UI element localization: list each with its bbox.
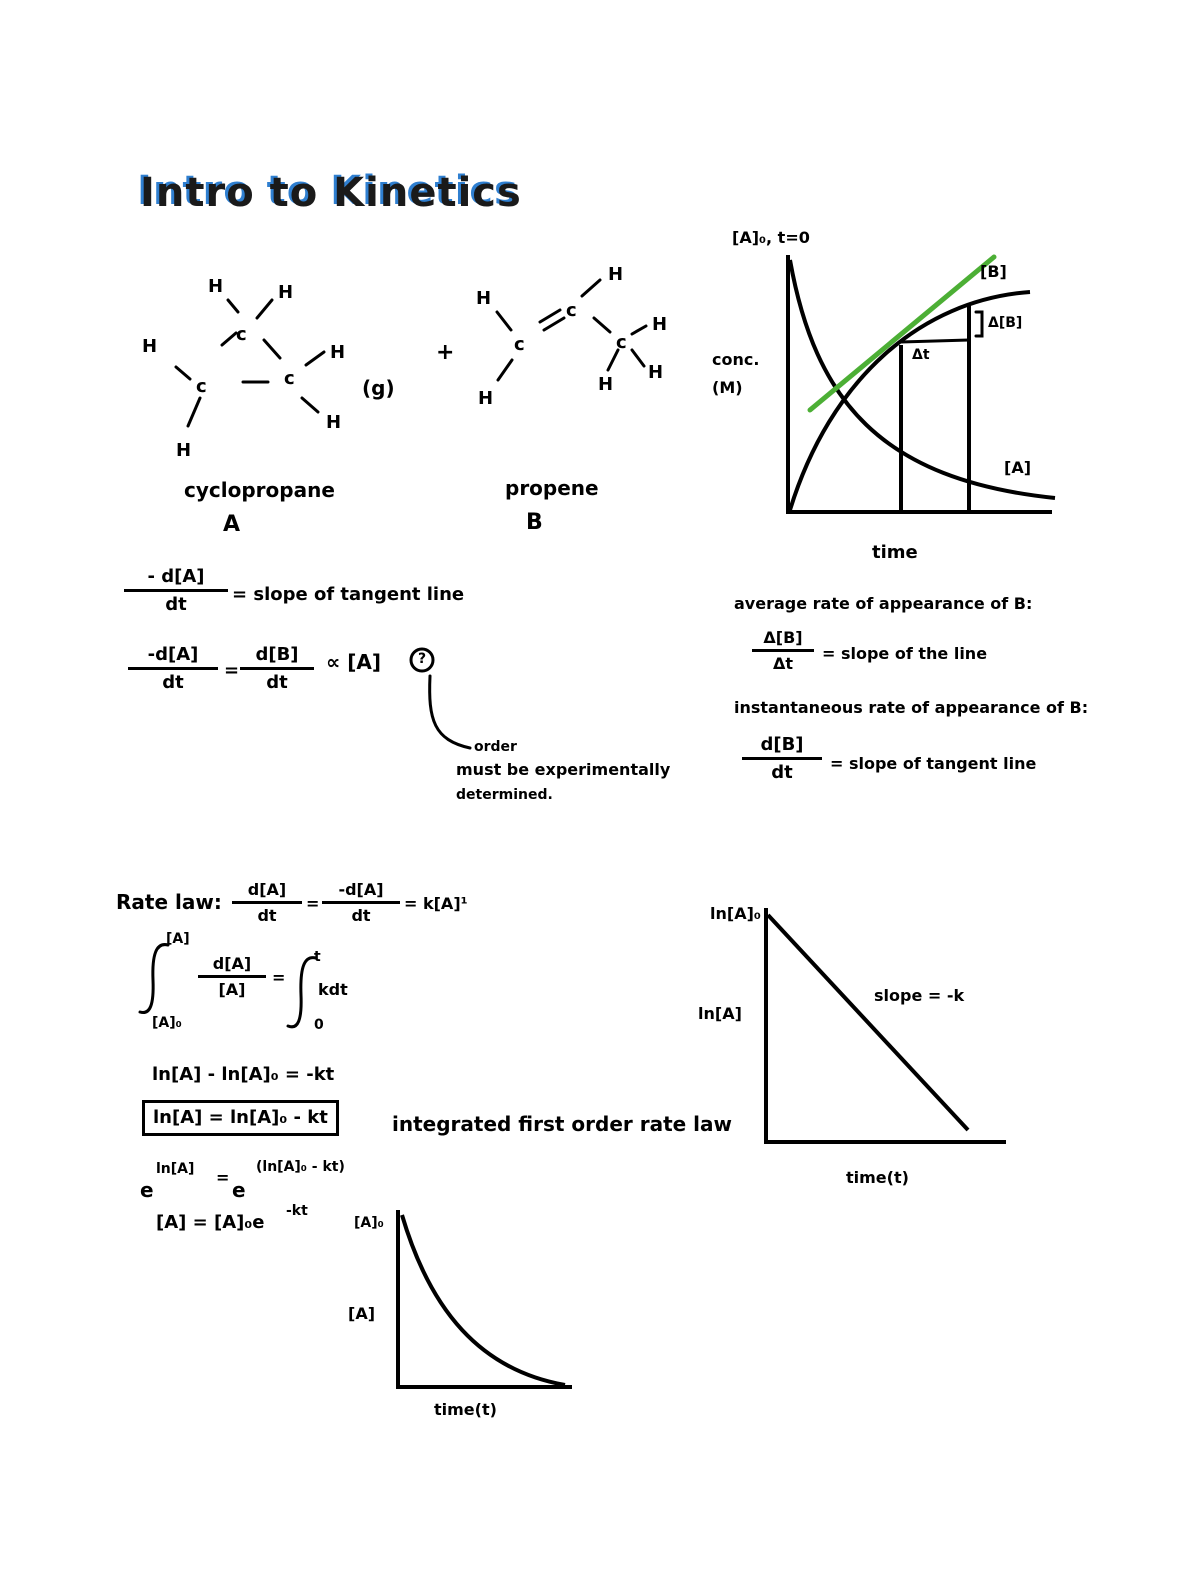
bond xyxy=(302,398,318,412)
slope-label: slope = -k xyxy=(874,986,965,1005)
bond xyxy=(632,326,646,334)
exp-base: e xyxy=(232,1178,246,1202)
fraction-denominator: dt xyxy=(266,672,288,693)
equals-sign: = xyxy=(272,968,286,987)
graph3-y-label: [A] xyxy=(348,1304,376,1323)
atom-h: H xyxy=(176,440,192,461)
atom-c: c xyxy=(514,334,525,355)
atom-h: H xyxy=(478,388,494,409)
bond xyxy=(264,340,280,358)
integrand: kdt xyxy=(318,980,348,999)
plus-sign: + xyxy=(436,340,455,365)
integral-upper-limit: t xyxy=(314,949,321,965)
fraction-denominator: [A] xyxy=(218,980,246,999)
atom-c: c xyxy=(284,368,295,389)
product-name: propene xyxy=(505,476,599,500)
delta-t-line xyxy=(901,340,969,342)
integrated-rate-law-box: ln[A] = ln[A]₀ - kt xyxy=(142,1100,339,1136)
bond xyxy=(188,398,200,426)
equals-sign: = xyxy=(306,894,320,913)
graph3-x-label: time(t) xyxy=(434,1400,497,1419)
atom-c: c xyxy=(196,376,207,397)
ln-a-line xyxy=(768,915,968,1130)
double-bond xyxy=(540,310,560,322)
bond xyxy=(594,318,610,332)
graph1-y-label: (M) xyxy=(712,378,743,397)
fraction-numerator: -d[A] xyxy=(322,880,400,904)
fraction-denominator: dt xyxy=(162,672,184,693)
fraction-denominator: Δt xyxy=(772,654,794,673)
atom-h: H xyxy=(326,412,342,433)
fraction-numerator: d[B] xyxy=(240,644,314,670)
atom-h: H xyxy=(598,374,614,395)
atom-h: H xyxy=(652,314,668,335)
instant-rate-rhs: = slope of tangent line xyxy=(830,754,1037,773)
propene-structure xyxy=(497,280,646,380)
atom-h: H xyxy=(142,336,158,357)
double-bond xyxy=(544,318,564,330)
reactant-name: cyclopropane xyxy=(184,478,335,502)
delta-t-label: Δt xyxy=(912,347,930,363)
graph1-x-label: time xyxy=(872,542,918,563)
atom-h: H xyxy=(476,288,492,309)
graph2-axes xyxy=(766,908,1006,1142)
tangent-fraction xyxy=(124,566,228,615)
fraction-numerator: Δ[B] xyxy=(752,628,814,652)
bond xyxy=(306,352,324,365)
average-rate-rhs: = slope of the line xyxy=(822,644,988,663)
fraction-denominator: dt xyxy=(165,594,187,615)
bond xyxy=(582,280,600,296)
fraction-numerator: -d[A] xyxy=(128,644,218,670)
integral-lower-limit: [A]₀ xyxy=(152,1015,182,1031)
atom-h: H xyxy=(648,362,664,383)
bond xyxy=(608,350,618,370)
atom-h: H xyxy=(330,342,346,363)
graph-a-vs-time xyxy=(398,1210,572,1387)
cyclopropane-structure xyxy=(176,300,324,426)
delta-b-brace xyxy=(976,312,982,336)
reactant-letter: A xyxy=(223,512,241,537)
order-mark: ? xyxy=(418,651,427,667)
delta-b-label: Δ[B] xyxy=(988,315,1023,331)
phase-label: (g) xyxy=(362,376,395,400)
bond xyxy=(222,333,236,345)
fraction-denominator: dt xyxy=(771,762,793,783)
curve-b-label: [B] xyxy=(980,262,1007,281)
rate-a-fraction xyxy=(128,644,218,693)
atom-c: c xyxy=(566,300,577,321)
equals-sign: = xyxy=(216,1168,230,1187)
order-note: order xyxy=(474,739,517,755)
product-letter: B xyxy=(526,510,543,535)
graph3-axes xyxy=(398,1210,572,1387)
fraction-numerator: d[A] xyxy=(198,954,266,978)
atom-h: H xyxy=(278,282,294,303)
bond xyxy=(176,367,190,379)
integral-lower-limit: 0 xyxy=(314,1017,324,1033)
average-rate-fraction xyxy=(752,628,814,673)
fraction-denominator: dt xyxy=(257,906,277,925)
bond xyxy=(497,312,511,330)
exponential-decay-curve xyxy=(402,1215,565,1385)
fraction-numerator: - d[A] xyxy=(124,566,228,592)
bond xyxy=(228,300,238,312)
graph3-y-top-label: [A]₀ xyxy=(354,1215,384,1231)
exp-base: e xyxy=(140,1178,154,1202)
graph-ln-a-vs-time xyxy=(766,908,1006,1142)
integral-upper-limit: [A] xyxy=(166,931,190,947)
average-rate-heading: average rate of appearance of B: xyxy=(734,594,1033,613)
exp-power: (ln[A]₀ - kt) xyxy=(256,1159,345,1175)
equals-sign: = xyxy=(224,660,240,681)
bond xyxy=(632,350,644,366)
bond xyxy=(257,300,272,318)
instant-rate-heading: instantaneous rate of appearance of B: xyxy=(734,698,1089,717)
derivation-line: ln[A] - ln[A]₀ = -kt xyxy=(152,1064,335,1085)
order-note: determined. xyxy=(456,787,553,803)
graph1-y-top-label: [A]₀, t=0 xyxy=(732,228,810,247)
rate-law-label: Rate law: xyxy=(116,890,222,914)
rate-law-fraction-2 xyxy=(322,880,400,925)
graph2-y-top-label: ln[A]₀ xyxy=(710,904,761,923)
fraction-numerator: d[B] xyxy=(742,734,822,760)
atom-labels xyxy=(142,264,667,461)
fraction-numerator: d[A] xyxy=(232,880,302,904)
integrated-rate-law-note: integrated first order rate law xyxy=(392,1112,732,1136)
graph1-y-label: conc. xyxy=(712,350,760,369)
exp-power: ln[A] xyxy=(156,1161,195,1177)
instant-rate-fraction xyxy=(742,734,822,783)
integral-sign-left xyxy=(140,945,168,1013)
atom-h: H xyxy=(208,276,224,297)
bond xyxy=(498,360,512,380)
integral-sign-right xyxy=(288,958,316,1027)
rate-law-rhs: = k[A]¹ xyxy=(404,894,468,913)
atom-c: c xyxy=(616,332,627,353)
page-title: Intro to Kinetics xyxy=(140,170,522,216)
solution-equation: [A] = [A]₀e xyxy=(156,1212,265,1233)
integral-fraction xyxy=(198,954,266,999)
fraction-denominator: dt xyxy=(351,906,371,925)
proportional-to: ∝ [A] xyxy=(326,650,381,674)
tangent-rhs: = slope of tangent line xyxy=(232,584,465,605)
curve-a-label: [A] xyxy=(1004,458,1032,477)
graph2-x-label: time(t) xyxy=(846,1168,909,1187)
atom-h: H xyxy=(608,264,624,285)
solution-exponent: -kt xyxy=(286,1203,308,1219)
graph2-y-label: ln[A] xyxy=(698,1004,742,1023)
order-note: must be experimentally xyxy=(456,760,671,779)
rate-b-fraction xyxy=(240,644,314,693)
order-callout-line xyxy=(430,676,470,748)
rate-law-fraction-1 xyxy=(232,880,302,925)
atom-c: c xyxy=(236,324,247,345)
